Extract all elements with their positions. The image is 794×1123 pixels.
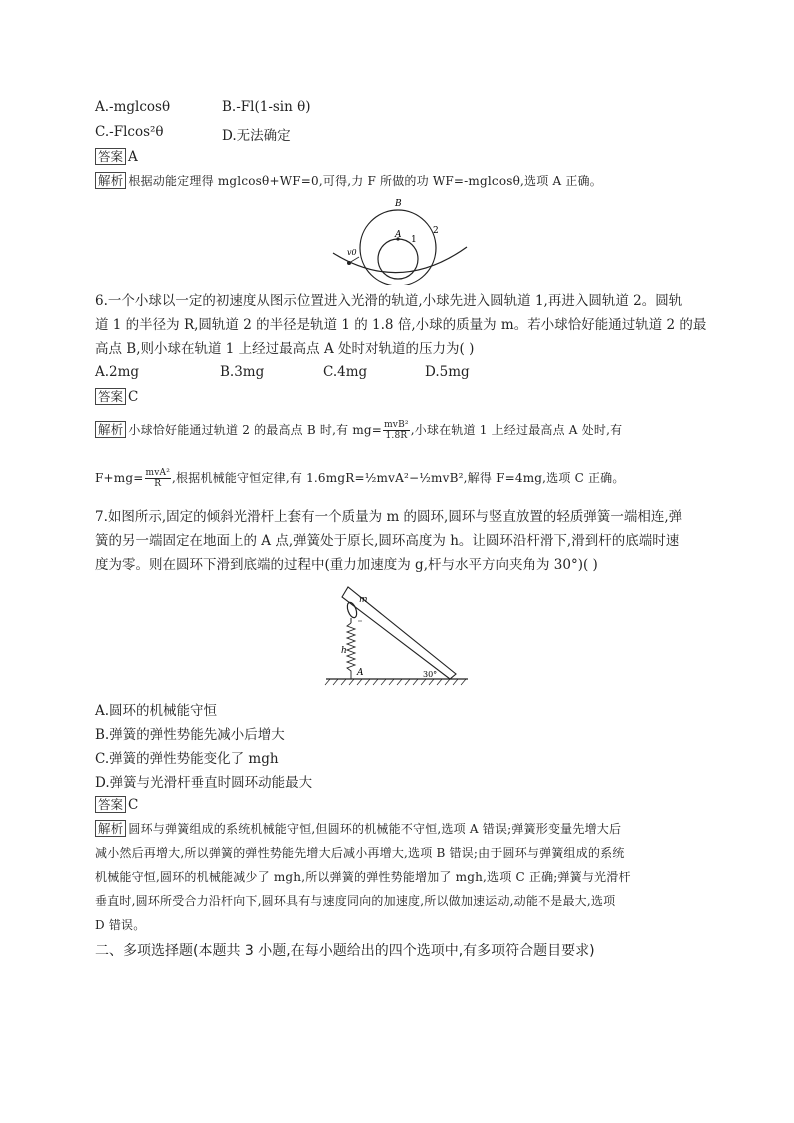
- q7-answer-row: [95, 796, 138, 814]
- q7-option-b: B.弹簧的弹性势能先减小后增大: [95, 727, 285, 743]
- fig1-label-2: 2: [433, 226, 439, 236]
- q5-option-c: C.-Flcos²θ: [95, 124, 164, 140]
- q6-answer-row: [95, 388, 138, 406]
- q7-analysis-row3: 机械能守恒,圆环的机械能减少了 mgh,所以弹簧的弹性势能增加了 mgh,选项 C 正确;弹簧与光滑杆: [95, 870, 631, 884]
- fig2-label-angle: 30°: [423, 670, 438, 679]
- q7-answer: C: [128, 797, 139, 813]
- q5-analysis: 根据动能定理得 mglcosθ+WF=0,可得,力 F 所做的功 WF=-mglcosθ,选项 A 正确。: [128, 174, 602, 188]
- q7-analysis-1: 圆环与弹簧组成的系统机械能守恒,但圆环的机械能不守恒,选项 A 错误;弹簧形变量先增大后: [128, 822, 622, 836]
- q6-analysis-row1: [95, 420, 622, 441]
- fraction-mva2-r: [145, 468, 172, 489]
- analysis-tag: 解析: [95, 172, 126, 189]
- q6-stem-line3: 高点 B,则小球在轨道 1 上经过最高点 A 处时对轨道的压力为( ): [95, 341, 475, 357]
- q6-option-b: B.3mg: [220, 364, 265, 380]
- answer-tag: 答案: [95, 148, 126, 165]
- fig2-label-m: m: [359, 595, 368, 605]
- q6-option-c: C.4mg: [323, 364, 368, 380]
- q5-option-b: B.-Fl(1-sin θ): [222, 99, 311, 115]
- fraction-denominator: 1.8R: [385, 431, 408, 441]
- q7-option-d: D.弹簧与光滑杆垂直时圆环动能最大: [95, 775, 313, 791]
- fraction-numerator: mvB²: [384, 420, 409, 430]
- fig1-label-a: A: [395, 230, 402, 240]
- answer-tag: 答案: [95, 388, 126, 405]
- q6-analysis-2b: ,根据机械能守恒定律,有 1.6mgR=½mvA²−½mvB²,解得 F=4mg,选项 C 正确。: [172, 471, 625, 485]
- fraction-denominator: R: [154, 479, 162, 489]
- q6-stem-line2: 道 1 的半径为 R,圆轨道 2 的半径是轨道 1 的 1.8 倍,小球的质量为 m。若小球恰好能通过轨道 2 的最: [95, 317, 707, 333]
- fig1-label-v0: v0: [347, 248, 357, 257]
- q6-analysis-1b: ,小球在轨道 1 上经过最高点 A 处时,有: [410, 423, 623, 437]
- inclined-rod-figure: [322, 583, 472, 688]
- q7-analysis-row4: 垂直时,圆环所受合力沿杆向下,圆环具有与速度同向的加速度,所以做加速运动,动能不是最大,选项: [95, 894, 616, 908]
- q7-stem-line3: 度为零。则在圆环下滑到底端的过程中(重力加速度为 g,杆与水平方向夹角为 30°)( ): [95, 557, 598, 573]
- q5-option-d: D.无法确定: [222, 128, 291, 144]
- analysis-tag: 解析: [95, 820, 126, 837]
- q7-analysis-row5: D 错误。: [95, 918, 146, 932]
- q5-analysis-row: [95, 172, 602, 190]
- q6-analysis-2a: F+mg=: [95, 471, 144, 485]
- loop-track-figure: [325, 195, 475, 285]
- q5-answer-row: [95, 148, 138, 166]
- q5-answer: A: [128, 149, 138, 165]
- q7-stem-line2: 簧的另一端固定在地面上的 A 点,弹簧处于原长,圆环高度为 h。让圆环沿杆滑下,滑到杆的底端时速: [95, 533, 680, 549]
- q7-stem-line1: 7.如图所示,固定的倾斜光滑杆上套有一个质量为 m 的圆环,圆环与竖直放置的轻质弹簧一端相连,弹: [95, 509, 683, 525]
- q7-option-a: A.圆环的机械能守恒: [95, 703, 218, 719]
- q6-answer: C: [128, 389, 139, 405]
- q6-stem-line1: 6.一个小球以一定的初速度从图示位置进入光滑的轨道,小球先进入圆轨道 1,再进入圆轨道 2。圆轨: [95, 293, 683, 309]
- fraction-numerator: mvA²: [145, 468, 171, 478]
- analysis-tag: 解析: [95, 421, 126, 438]
- fig1-label-b: B: [395, 199, 402, 209]
- q7-analysis-row2: 减小然后再增大,所以弹簧的弹性势能先增大后减小再增大,选项 B 错误;由于圆环与弹簧组成的系统: [95, 846, 625, 860]
- section-heading-multiple-choice: 二、多项选择题(本题共 3 小题,在每小题给出的四个选项中,有多项符合题目要求): [95, 943, 595, 959]
- fraction-mvb2-1.8r: [383, 420, 410, 441]
- q7-option-c: C.弹簧的弹性势能变化了 mgh: [95, 751, 279, 767]
- q6-option-d: D.5mg: [425, 364, 470, 380]
- fig1-label-1: 1: [411, 235, 417, 245]
- q6-analysis-1a: 小球恰好能通过轨道 2 的最高点 B 时,有 mg=: [128, 423, 383, 437]
- q5-option-a: A.-mglcosθ: [95, 99, 171, 115]
- q7-analysis-row1: [95, 820, 621, 838]
- fig2-label-h: h: [341, 646, 347, 656]
- answer-tag: 答案: [95, 796, 126, 813]
- fig2-label-a: A: [357, 668, 364, 678]
- q6-analysis-row2: [95, 468, 625, 489]
- q6-option-a: A.2mg: [95, 364, 140, 380]
